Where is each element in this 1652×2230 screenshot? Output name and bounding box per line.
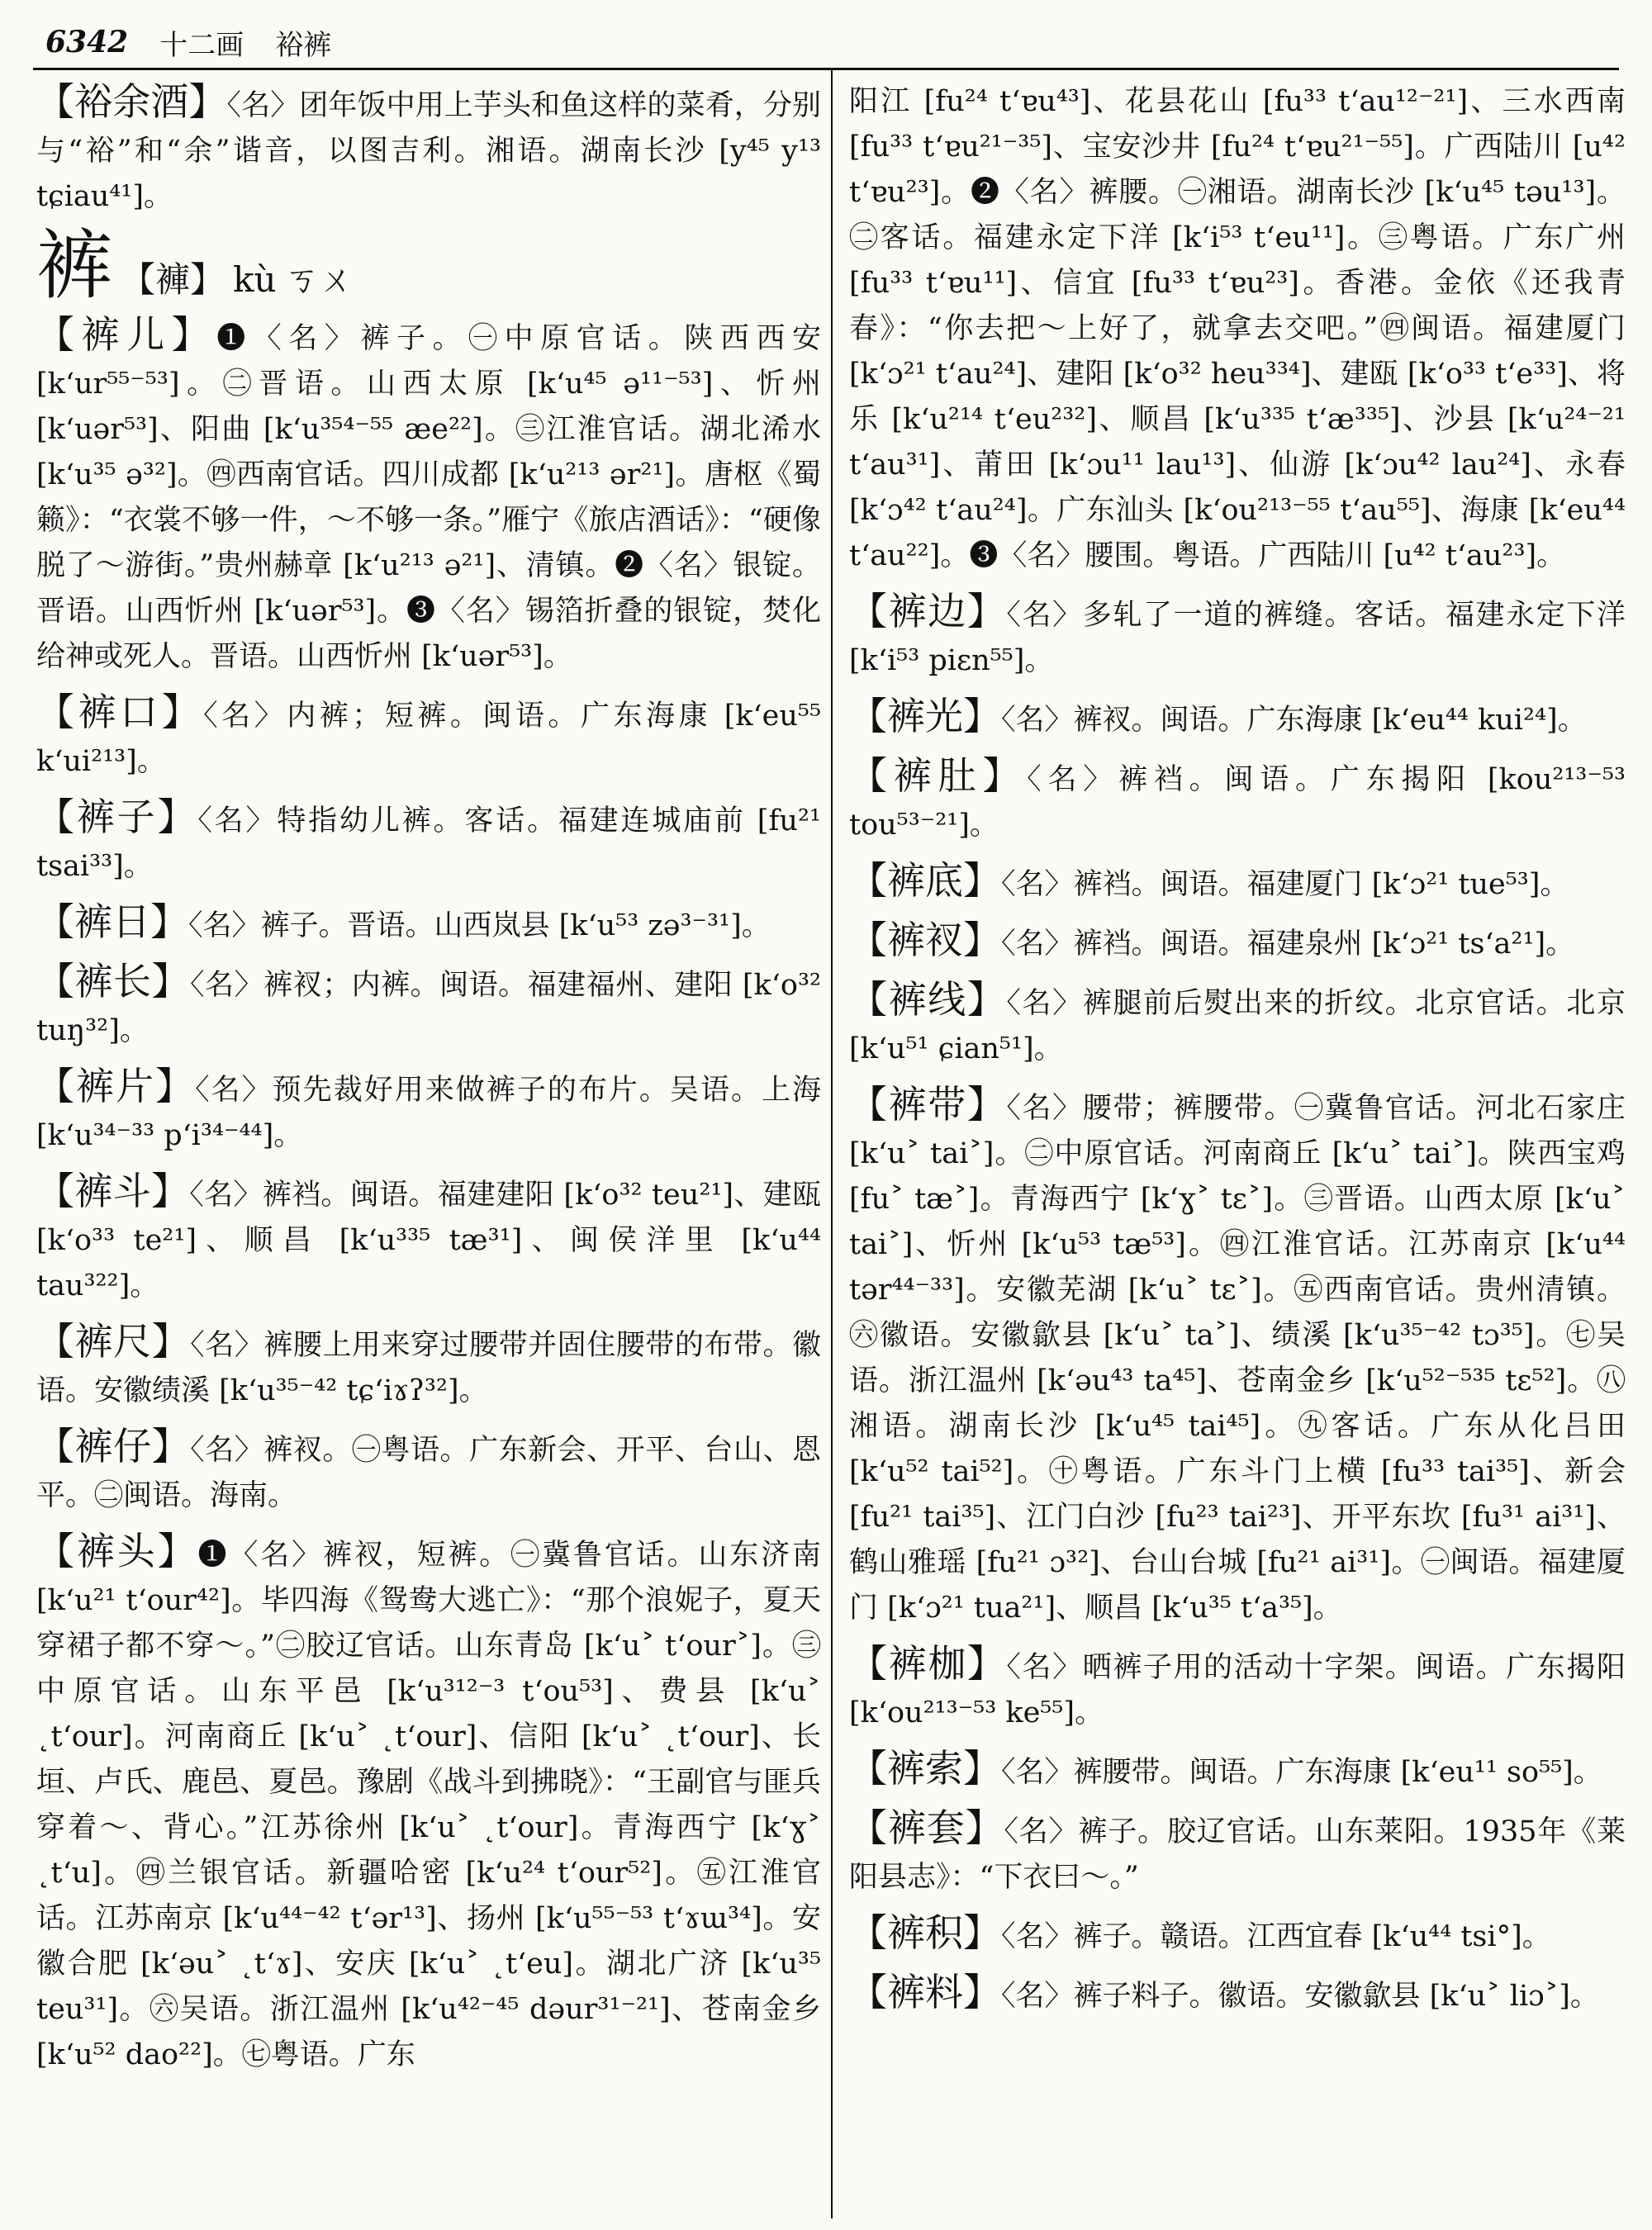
entry-headword: 【裤长】 [36, 959, 191, 1004]
zhuyin: ㄎㄨ [284, 259, 354, 300]
dictionary-entry [849, 694, 1626, 743]
head-character: 裤 [36, 221, 113, 310]
entry-headword: 【裤衩】 [849, 918, 1001, 962]
entry-definition: 〈名〉裤裆。闽语。福建泉州 [k‘ɔ²¹ ts‘a²¹]。 [1001, 928, 1575, 961]
entry-headword: 【裤肚】 [849, 753, 1028, 798]
dictionary-entry [36, 1529, 821, 2078]
entry-definition: 阳江 [fu²⁴ t‘ɐu⁴³]、花县花山 [fu³³ t‘au¹²⁻²¹]、三水西南 [fu³³ t‘ɐu²¹⁻³⁵]、宝安沙井 [fu²⁴ t‘ɐu²¹⁻⁵⁵]。广西陆川 [u⁴² t‘ɐu²³]。❷〈名〉裤腰。㊀湘语。湖南长沙 [k‘u⁴⁵ təu¹³]。㊁客话。福建永定下洋 [k‘i⁵³ t‘eu¹¹]。㊂粤语。广东广州 [fu³³ t‘ɐu¹¹]、信宜 [fu³³ t‘ɐu²³]。香港。金依《还我青春》：“你去把～上好了，就拿去交吧。”㊃闽语。福建厦门 [k‘ɔ²¹ t‘au²⁴]、建阳 [k‘o³² heu³³⁴]、建瓯 [k‘o³³ t‘e³³]、将乐 [k‘u²¹⁴ t‘eu²³²]、顺昌 [k‘u³³⁵ t‘æ³³⁵]、沙县 [k‘u²⁴⁻²¹ t‘au³¹]、莆田 [k‘ɔu¹¹ lau¹³]、仙游 [k‘ɔu⁴² lau²⁴]、永春 [k‘ɔ⁴² t‘au²⁴]。广东汕头 [k‘ou²¹³⁻⁵⁵ t‘au⁵⁵]、海康 [k‘eu⁴⁴ t‘au²²]。❸〈名〉腰围。粤语。广西陆川 [u⁴² t‘au²³]。 [849, 85, 1626, 572]
dictionary-entry [849, 858, 1626, 908]
entry-definition: 〈名〉裤裆。闽语。广东揭阳 [kou²¹³⁻⁵³ tou⁵³⁻²¹]。 [849, 763, 1626, 842]
entry-headword: 【裤尺】 [36, 1319, 191, 1364]
page-header [45, 18, 331, 66]
dictionary-entry [849, 1746, 1626, 1796]
entry-headword: 【裤边】 [849, 589, 1007, 633]
entry-headword: 【裤积】 [849, 1910, 1001, 1955]
dictionary-entry [849, 1805, 1626, 1900]
entry-headword: 【裤口】 [36, 690, 204, 734]
page-number: 6342 [45, 25, 129, 59]
character-heading [36, 221, 821, 310]
entry-headword: 【裤片】 [36, 1064, 196, 1108]
dictionary-entry [849, 79, 1626, 579]
dictionary-entry [849, 918, 1626, 967]
dictionary-entry [849, 589, 1626, 684]
entry-headword: 【裤斗】 [36, 1169, 190, 1213]
entry-definition: 〈名〉晒裤子用的活动十字架。闽语。广东揭阳 [k‘ou²¹³⁻⁵³ ke⁵⁵]。 [849, 1651, 1626, 1729]
column-divider [831, 69, 833, 2218]
dictionary-entry [36, 1319, 821, 1414]
dictionary-entry [36, 959, 821, 1054]
entry-definition: 〈名〉裤衩。㊀粤语。广东新会、开平、台山、恩平。㊁闽语。海南。 [36, 1434, 822, 1512]
entry-definition: 〈名〉团年饭中用上芋头和鱼这样的菜肴，分别与“裕”和“余”谐音，以图吉利。湘语。湖南长沙 [y⁴⁵ y¹³ tɕiau⁴¹]。 [36, 89, 821, 213]
dictionary-entry [36, 795, 821, 890]
entry-headword: 【裤线】 [849, 977, 1007, 1022]
dictionary-entry [36, 312, 821, 680]
dictionary-entry [36, 690, 821, 785]
entry-headword: 【裤头】 [36, 1529, 198, 1573]
header-rule [33, 68, 1619, 70]
entry-definition: 〈名〉裤子。胶辽官话。山东莱阳。1935年《莱阳县志》：“下衣曰～。” [849, 1815, 1626, 1894]
right-column [849, 79, 1626, 2029]
range-label: 裕裤 [275, 28, 332, 62]
entry-headword: 【裤日】 [36, 899, 188, 944]
section-label: 十二画 [159, 28, 244, 62]
entry-headword: 【裤底】 [849, 858, 1001, 903]
entry-headword: 【裤索】 [849, 1746, 1001, 1791]
entry-headword: 【裕余酒】 [36, 79, 227, 124]
entry-definition: 〈名〉预先裁好用来做裤子的布片。吴语。上海 [k‘u³⁴⁻³³ p‘i³⁴⁻⁴⁴]。 [36, 1074, 821, 1152]
entry-definition: 〈名〉裤衩。闽语。广东海康 [k‘eu⁴⁴ kui²⁴]。 [1001, 704, 1587, 737]
entry-definition: 〈名〉内裤；短裤。闽语。广东海康 [k‘eu⁵⁵ k‘ui²¹³]。 [36, 700, 821, 778]
dictionary-entry [36, 79, 821, 220]
entry-headword: 【裤光】 [849, 694, 1001, 738]
dictionary-entry [36, 1064, 821, 1159]
entry-definition: 〈名〉裤腰上用来穿过腰带并固住腰带的布带。徽语。安徽绩溪 [k‘u³⁵⁻⁴² tɕ‘iɤʔ³²]。 [36, 1329, 822, 1407]
dictionary-entry [849, 1970, 1626, 2019]
entry-definition: 〈名〉裤腿前后熨出来的折纹。北京官话。北京 [k‘u⁵¹ ɕian⁵¹]。 [849, 987, 1626, 1065]
entry-headword: 【裤料】 [849, 1970, 1001, 2014]
entry-headword: 【裤子】 [36, 795, 198, 839]
entry-definition: 〈名〉裤腰带。闽语。广东海康 [k‘eu¹¹ so⁵⁵]。 [1001, 1756, 1602, 1789]
entry-headword: 【裤套】 [849, 1805, 1004, 1850]
dictionary-entry [849, 1082, 1626, 1631]
entry-definition: 〈名〉多轧了一道的裤缝。客话。福建永定下洋 [k‘i⁵³ piɛn⁵⁵]。 [849, 599, 1626, 677]
traditional-form: 【褲】 [121, 259, 225, 300]
entry-headword: 【裤儿】 [36, 312, 217, 357]
entry-definition: ❶〈名〉裤衩，短裤。㊀冀鲁官话。山东济南 [k‘u²¹ t‘our⁴²]。毕四海《鸳鸯大逃亡》：“那个浪妮子，夏天穿裙子都不穿～。”㊁胶辽官话。山东青岛 [k‘u˃ t‘our˃]。㊂中原官话。山东平邑 [k‘u³¹²⁻³ t‘ou⁵³]、费县 [k‘u˃ ˛t‘our]。河南商丘 [k‘u˃ ˛t‘our]、信阳 [k‘u˃ ˛t‘our]、长垣、卢氏、鹿邑、夏邑。豫剧《战斗到拂晓》：“王副官与匪兵穿着～、背心。”江苏徐州 [k‘u˃ ˛t‘our]。青海西宁 [k‘ɣ˃ ˛t‘u]。㊃兰银官话。新疆哈密 [k‘u²⁴ t‘our⁵²]。㊄江淮官话。江苏南京 [k‘u⁴⁴⁻⁴² t‘ər¹³]、扬州 [k‘u⁵⁵⁻⁵³ t‘ɤɯ³⁴]。安徽合肥 [k‘əu˃ ˛t‘ɤ]、安庆 [k‘u˃ ˛t‘eu]。湖北广济 [k‘u³⁵ teu³¹]。㊅吴语。浙江温州 [k‘u⁴²⁻⁴⁵ dəur³¹⁻²¹]、苍南金乡 [k‘u⁵² dao²²]。㊆粤语。广东 [36, 1539, 821, 2071]
entry-definition: 〈名〉裤裆。闽语。福建建阳 [k‘o³² teu²¹]、建瓯 [k‘o³³ te²¹]、顺昌 [k‘u³³⁵ tæ³¹]、闽侯洋里 [k‘u⁴⁴ tau³²²]。 [36, 1179, 821, 1302]
pinyin: kù [233, 259, 277, 300]
entry-definition: ❶〈名〉裤子。㊀中原官话。陕西西安 [k‘ur⁵⁵⁻⁵³]。㊁晋语。山西太原 [k‘u⁴⁵ ə¹¹⁻⁵³]、忻州 [k‘uər⁵³]、阳曲 [k‘u³⁵⁴⁻⁵⁵ æe²²]。㊂江淮官话。湖北浠水 [k‘u³⁵ ə³²]。㊃西南官话。四川成都 [k‘u²¹³ ər²¹]。唐枢《蜀籁》：“衣裳不够一件，～不够一条。”雁宁《旅店酒话》：“硬像脱了～游街。”贵州赫章 [k‘u²¹³ ə²¹]、清镇。❷〈名〉银锭。晋语。山西忻州 [k‘uər⁵³]。❸〈名〉锡箔折叠的银锭，焚化给神或死人。晋语。山西忻州 [k‘uər⁵³]。 [36, 322, 821, 673]
entry-definition: 〈名〉特指幼儿裤。客话。福建连城庙前 [fu²¹ tsai³³]。 [36, 804, 822, 883]
left-column [36, 79, 821, 2088]
dictionary-entry [36, 899, 821, 949]
dictionary-entry [849, 753, 1626, 848]
entry-definition: 〈名〉裤子。晋语。山西岚县 [k‘u⁵³ zə³⁻³¹]。 [188, 909, 771, 942]
entry-definition: 〈名〉裤裆。闽语。福建厦门 [k‘ɔ²¹ tue⁵³]。 [1001, 868, 1569, 901]
entry-definition: 〈名〉裤子。赣语。江西宜春 [k‘u⁴⁴ tsi°]。 [1001, 1920, 1551, 1953]
entry-definition: 〈名〉裤子料子。徽语。安徽歙县 [k‘u˃ liɔ˃]。 [1001, 1980, 1599, 2013]
dictionary-entry [849, 1641, 1626, 1736]
dictionary-entry [36, 1424, 821, 1519]
dictionary-entry [849, 1910, 1626, 1960]
entry-definition: 〈名〉裤衩；内裤。闽语。福建福州、建阳 [k‘o³² tuŋ³²]。 [36, 969, 822, 1047]
dictionary-entry [849, 977, 1626, 1072]
entry-headword: 【裤带】 [849, 1082, 1007, 1127]
entry-headword: 【裤仔】 [36, 1424, 191, 1468]
entry-definition: 〈名〉腰带；裤腰带。㊀冀鲁官话。河北石家庄 [k‘u˃ tai˃]。㊁中原官话。河南商丘 [k‘u˃ tai˃]。陕西宝鸡 [fu˃ tæ˃]。青海西宁 [k‘ɣ˃ tɛ˃]。㊂晋语。山西太原 [k‘u˃ tai˃]、忻州 [k‘u⁵³ tæ⁵³]。㊃江淮官话。江苏南京 [k‘u⁴⁴ tər⁴⁴⁻³³]。安徽芜湖 [k‘u˃ tɛ˃]。㊄西南官话。贵州清镇。㊅徽语。安徽歙县 [k‘u˃ ta˃]、绩溪 [k‘u³⁵⁻⁴² tɔ³⁵]。㊆吴语。浙江温州 [k‘əu⁴³ ta⁴⁵]、苍南金乡 [k‘u⁵²⁻⁵³⁵ tɛ⁵²]。㊇湘语。湖南长沙 [k‘u⁴⁵ tai⁴⁵]。㊈客话。广东从化吕田 [k‘u⁵² tai⁵²]。㊉粤语。广东斗门上横 [fu³³ tai³⁵]、新会 [fu²¹ tai³⁵]、江门白沙 [fu²³ tai²³]、开平东坎 [fu³¹ ai³¹]、鹤山雅瑶 [fu²¹ ɔ³²]、台山台城 [fu²¹ ai³¹]。㊀闽语。福建厦门 [k‘ɔ²¹ tua²¹]、顺昌 [k‘u³⁵ t‘a³⁵]。 [849, 1092, 1626, 1625]
dictionary-entry [36, 1169, 821, 1309]
entry-headword: 【裤枷】 [849, 1641, 1007, 1686]
